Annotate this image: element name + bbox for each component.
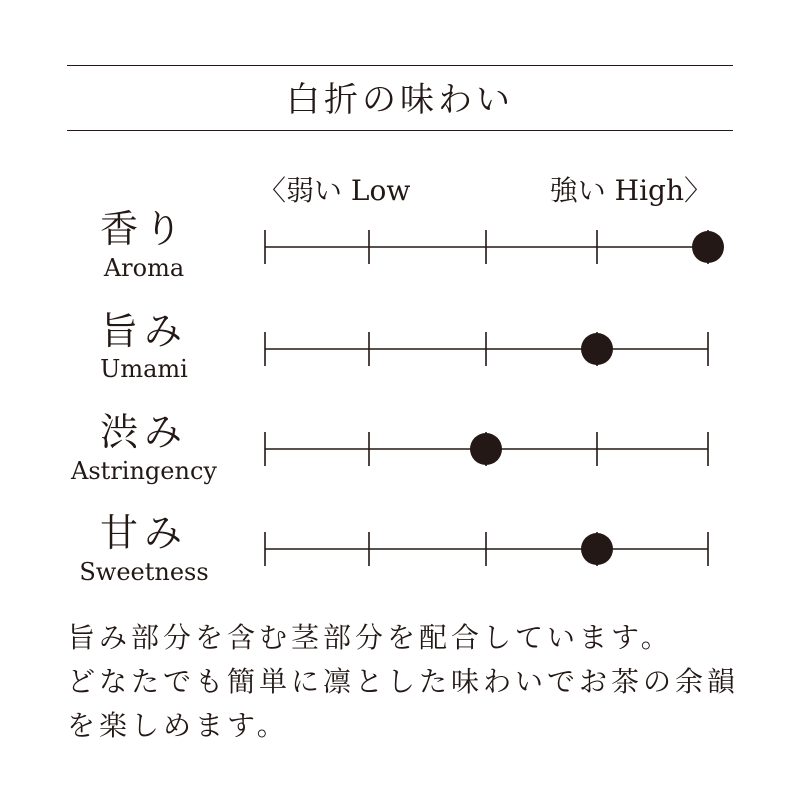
description — [67, 616, 747, 748]
description-line: どなたでも簡単に凛とした味わいでお茶の余韻 — [67, 665, 740, 698]
row-label-jp: 旨み — [99, 309, 188, 353]
row-label-en: Sweetness — [79, 558, 209, 586]
row-label-en: Astringency — [71, 457, 217, 485]
rating-dot — [581, 533, 613, 565]
page-title: 白折の味わい — [286, 80, 514, 120]
axis-low-label: 〈弱い Low — [258, 174, 411, 207]
description-line: 旨み部分を含む茎部分を配合しています。 — [67, 621, 673, 654]
description-line: を楽しめます。 — [67, 709, 289, 742]
row-label-jp: 甘み — [99, 511, 188, 555]
row-label-jp: 渋み — [99, 410, 188, 454]
rating-dot — [581, 333, 613, 365]
row-label-en: Aroma — [103, 254, 185, 282]
row-label-en: Umami — [100, 355, 188, 383]
row-label-jp: 香り — [99, 207, 188, 251]
rating-dot — [470, 433, 502, 465]
rating-dot — [692, 231, 724, 263]
axis-high-label: 強い High〉 — [549, 174, 712, 207]
